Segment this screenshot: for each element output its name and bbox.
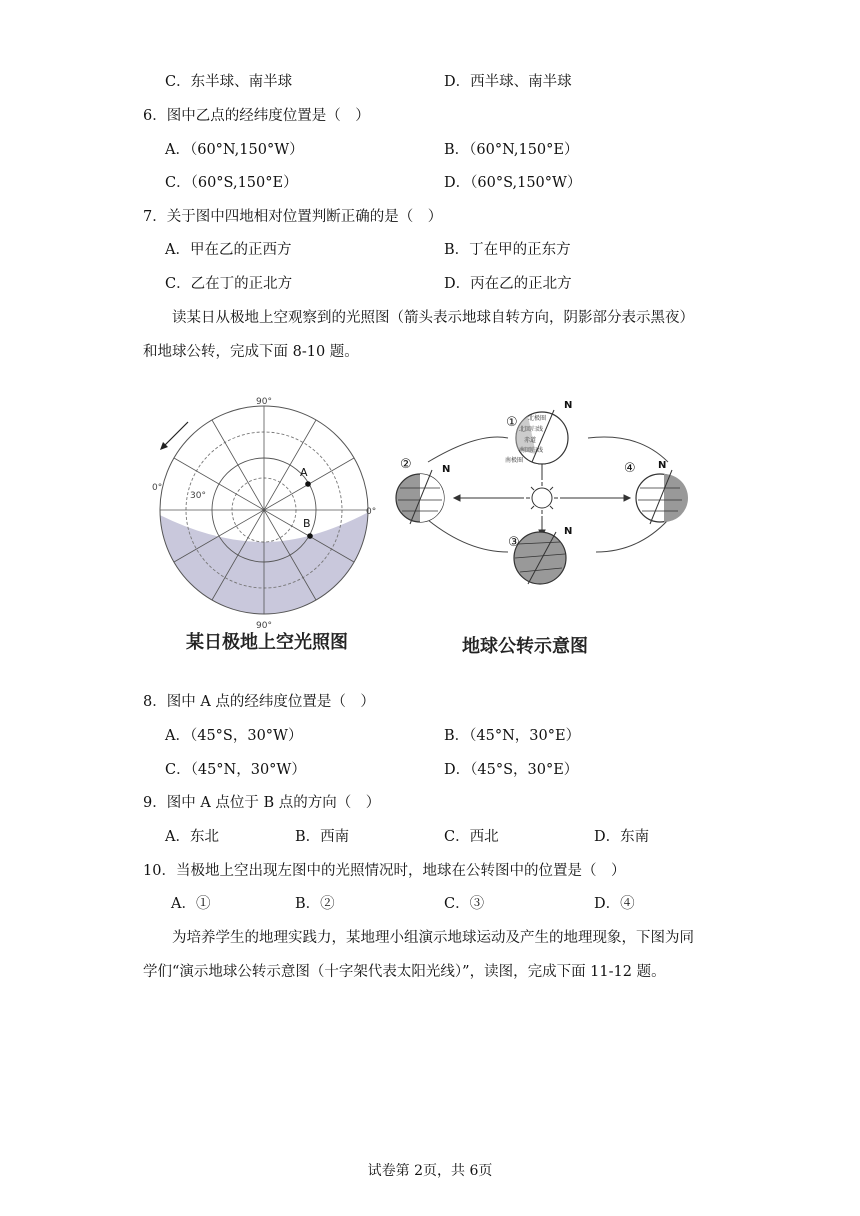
page-footer: 试卷第 2页，共 6页 [367,1163,493,1179]
q9-option-d: D．东南 [594,829,650,845]
earth-position-2 [396,457,450,524]
position-3-label: ③ [508,535,520,550]
q8-option-c: C．（45°N，30°W） [165,762,306,778]
right-diagram-caption: 地球公转示意图 [462,636,588,657]
q9-option-c: C．西北 [444,829,499,845]
north-label-1: N [564,400,573,411]
earth-revolution-diagram [388,392,708,592]
intro-8-10-line1: 读某日从极地上空观察到的光照图（箭头表示地球自转方向，阴影部分表示黑夜） [172,310,694,326]
position-1-label: ① [506,415,518,430]
q10-stem: 10．当极地上空出现左图中的光照情况时，地球在公转图中的位置是（ ） [143,863,626,879]
intro-11-12-line2: 学们“演示地球公转示意图（十字架代表太阳光线）”，读图，完成下面 11-12 题。 [143,964,666,980]
north-label-3: N [564,526,573,537]
label-right-0: 0° [366,507,377,517]
q8-stem: 8．图中 A 点的经纬度位置是（ ） [143,694,375,710]
q7-option-c: C．乙在丁的正北方 [165,276,293,292]
sun-icon [526,482,558,514]
lat-tropic-cancer-label: 北回归线 [519,426,544,433]
earth-position-4 [624,460,688,524]
position-2-label: ② [400,457,412,472]
q7-option-a: A．甲在乙的正西方 [165,242,292,258]
point-b-label: B [303,517,311,530]
lat-equator-label: 赤道 [524,437,537,444]
q5-option-d: D．西半球、南半球 [444,74,572,90]
q10-option-c: C．③ [444,896,485,912]
earth-position-1 [505,400,572,464]
q10-option-b: B．② [295,896,335,912]
q8-option-b: B．（45°N，30°E） [444,728,581,744]
q6-option-d: D．（60°S,150°W） [444,175,582,191]
lat-arctic-label: 北极圈 [528,415,547,422]
point-b-marker [307,533,313,539]
q7-option-d: D．丙在乙的正北方 [444,276,572,292]
q9-option-b: B．西南 [295,829,350,845]
earth-position-3 [508,526,572,584]
left-diagram-caption: 某日极地上空光照图 [186,632,348,653]
q5-option-c: C．东半球、南半球 [165,74,293,90]
q7-option-b: B．丁在甲的正东方 [444,242,571,258]
q8-option-d: D．（45°S，30°E） [444,762,579,778]
q6-stem: 6．图中乙点的经纬度位置是（ ） [143,108,370,124]
label-left-0: 0° [152,483,163,493]
label-30: 30° [190,491,206,501]
q6-option-c: C．（60°S,150°E） [165,175,298,191]
polar-illumination-diagram [150,392,390,632]
q6-option-b: B．（60°N,150°E） [444,142,579,158]
intro-8-10-line2: 和地球公转，完成下面 8-10 题。 [143,344,359,360]
intro-11-12-line1: 为培养学生的地理实践力，某地理小组演示地球运动及产生的地理现象，下图为同 [172,930,694,946]
north-label-4: N [658,460,667,471]
lat-antarctic-label: 南极圈 [505,457,524,464]
label-bottom-90: 90° [256,621,272,631]
position-4-label: ④ [624,461,636,476]
lat-tropic-capricorn-label: 南回归线 [519,447,544,454]
q6-option-a: A．（60°N,150°W） [165,142,304,158]
point-a-marker [305,481,311,487]
label-top-90: 90° [256,397,272,407]
q10-option-d: D．④ [594,896,635,912]
q8-option-a: A．（45°S，30°W） [165,728,303,744]
point-a-label: A [300,466,308,479]
q7-stem: 7．关于图中四地相对位置判断正确的是（ ） [143,209,443,225]
q9-option-a: A．东北 [165,829,219,845]
q9-stem: 9．图中 A 点位于 B 点的方向（ ） [143,795,381,811]
rotation-arrow-icon [160,422,188,450]
q10-option-a: A．① [171,896,211,912]
north-label-2: N [442,464,451,475]
